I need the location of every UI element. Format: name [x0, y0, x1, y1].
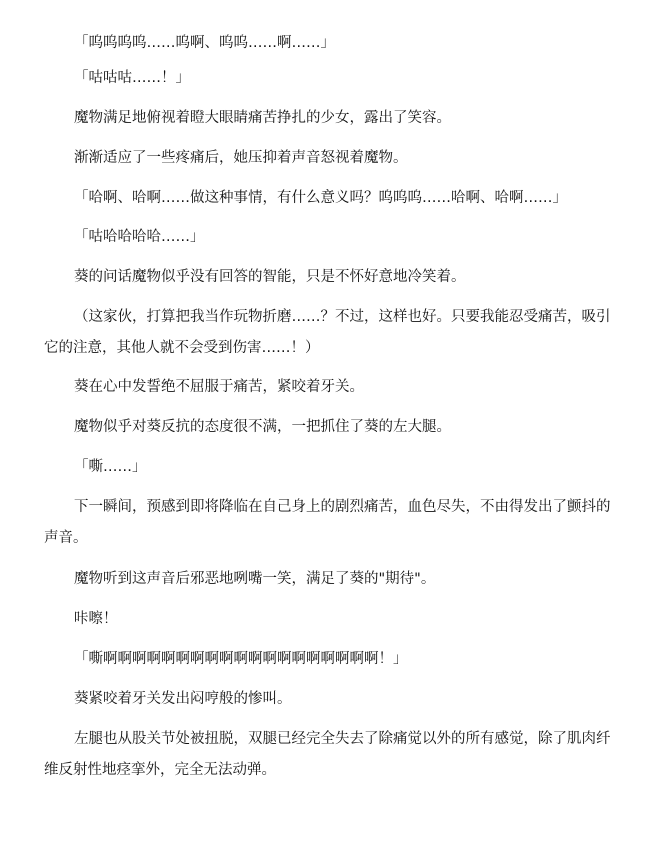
paragraph-10: 魔物似乎对葵反抗的态度很不满，一把抓住了葵的左大腿。 — [74, 419, 451, 435]
paragraph-6: 「咕哈哈哈哈……」 — [74, 229, 205, 245]
paragraph-8: （这家伙，打算把我当作玩物折磨……？不过，这样也好。只要我能忍受痛苦，吸引它的注意，其他人就不会受到伤害……！） — [44, 309, 611, 356]
paragraph-7: 葵的问话魔物似乎没有回答的智能，只是不怀好意地冷笑着。 — [74, 269, 466, 285]
paragraph-2: 「咕咕咕……！」 — [74, 70, 190, 86]
paragraph-3: 魔物满足地俯视着瞪大眼睛痛苦挣扎的少女，露出了笑容。 — [74, 110, 451, 126]
paragraph-15: 「嘶啊啊啊啊啊啊啊啊啊啊啊啊啊啊啊啊啊啊啊！」 — [74, 651, 408, 667]
paragraph-13: 魔物听到这声音后邪恶地咧嘴一笑，满足了葵的"期待"。 — [74, 571, 436, 587]
paragraph-4: 渐渐适应了一些疼痛后，她压抑着声音怒视着魔物。 — [74, 150, 408, 166]
paragraph-14: 咔嚓！ — [74, 611, 118, 627]
paragraph-9: 葵在心中发誓绝不屈服于痛苦，紧咬着牙关。 — [74, 379, 364, 395]
paragraph-17: 左腿也从股关节处被扭脱，双腿已经完全失去了除痛觉以外的所有感觉，除了肌肉纤维反射性地痉挛外，完全无法动弹。 — [44, 731, 611, 778]
paragraph-12: 下一瞬间，预感到即将降临在自己身上的剧烈痛苦，血色尽失，不由得发出了颤抖的声音。 — [44, 499, 611, 546]
paragraph-1: 「呜呜呜呜……呜啊、呜呜……啊……」 — [74, 35, 335, 51]
paragraph-11: 「嘶……」 — [74, 459, 147, 475]
paragraph-5: 「哈啊、哈啊……做这种事情，有什么意义吗？呜呜呜……哈啊、哈啊……」 — [74, 190, 567, 206]
paragraph-16: 葵紧咬着牙关发出闷哼般的惨叫。 — [74, 691, 292, 707]
